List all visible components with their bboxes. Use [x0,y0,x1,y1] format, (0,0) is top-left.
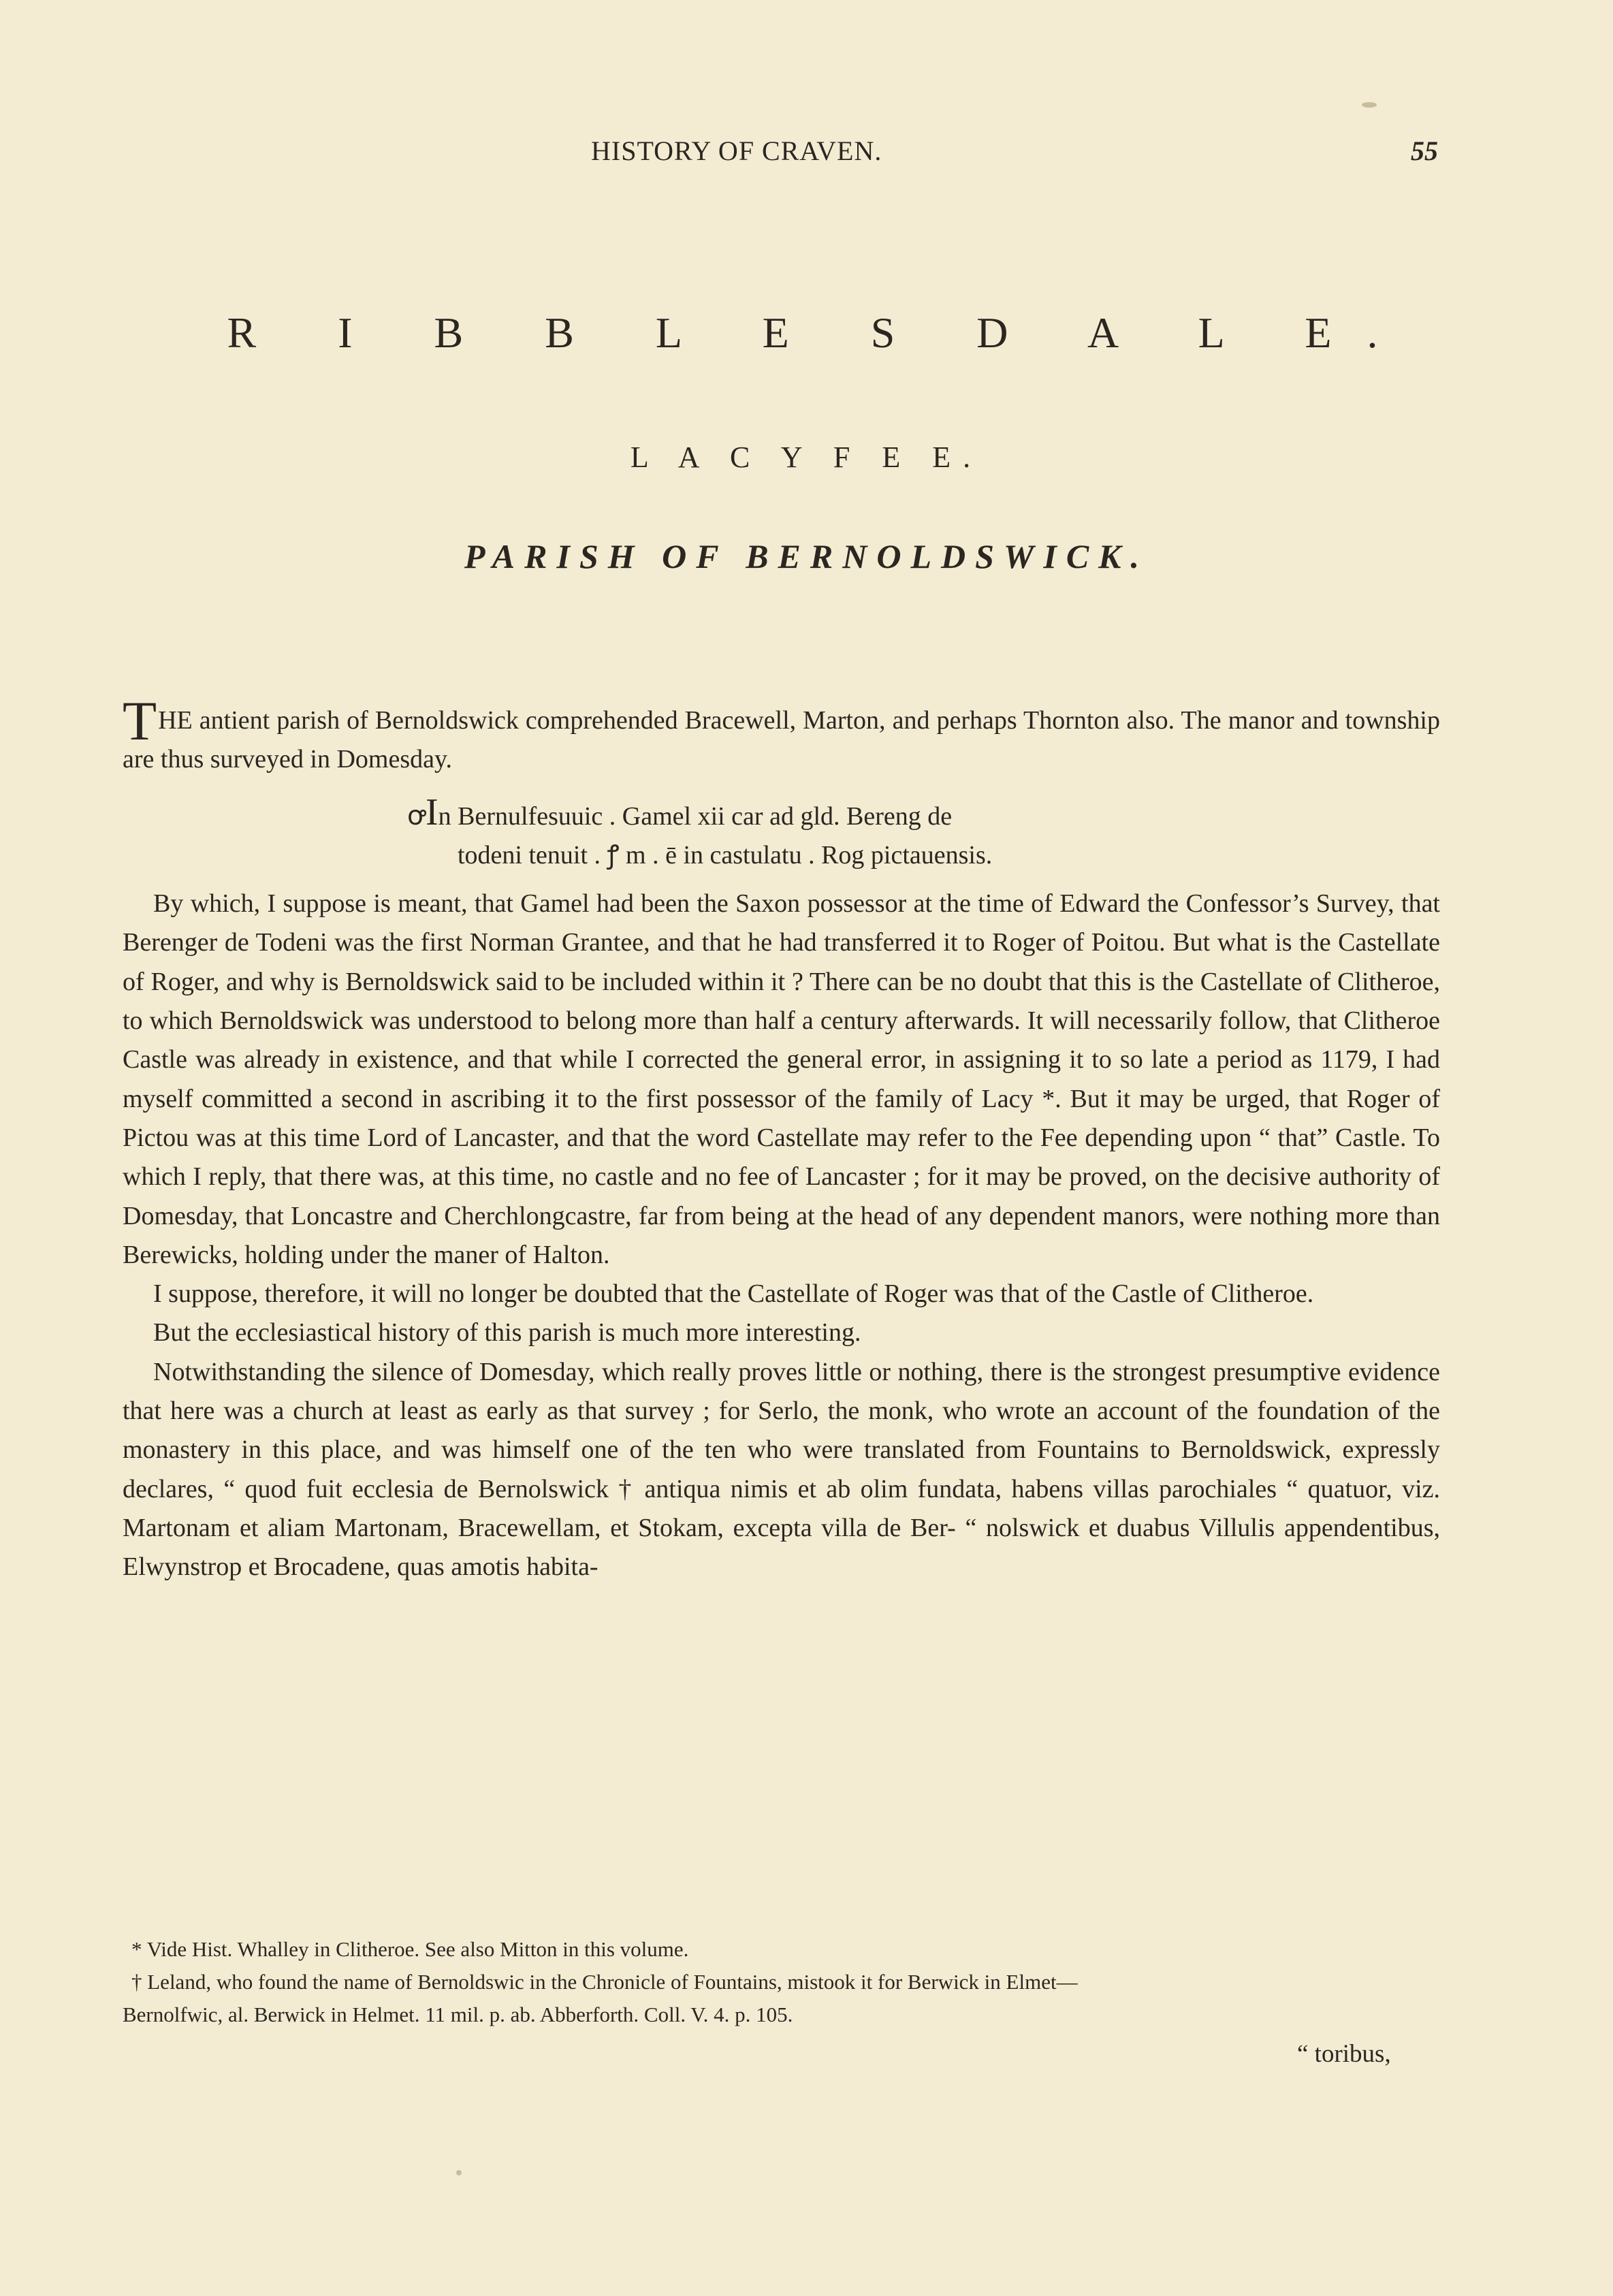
domesday-extract [123,793,1440,876]
running-head [0,135,1613,176]
parish-heading: PARISH OF BERNOLDSWICK. [464,537,1149,575]
domesday-text-1: n Bernulfesuuic . Gamel xii car ad gld. Bereng de [438,801,953,831]
domesday-line-2 [123,836,1440,875]
drop-cap: T [123,690,157,752]
catchword: “ toribus, [1297,2040,1391,2068]
paragraph-serlo: Notwithstanding the silence of Domesday, which really proves little or nothing, there is the strongest presumptive evidence that here was a church at least as early as that survey ; for Serlo, the monk, who wrote an account of the foundation of the monastery in this place, and was himself one of the ten who were translated from Fountains to Bernoldswick, expressly declares, “ quod fuit ecclesia de Bernolswick † antiqua nimis et ab olim fundata, habens villas parochiales “ quatuor, viz. Martonam et aliam Martonam, Bracewellam, et Stokam, excepta villa de Ber- “ nolswick et duabus Villulis appendentibus, Elwynstrop et Brocadene, quas amotis habita- [123,1357,1440,1582]
paragraph-ecclesiastical: But the ecclesiastical history of this parish is much more interesting. [153,1318,861,1348]
running-title: HISTORY OF CRAVEN. [591,135,882,166]
page-number: 55 [1411,135,1438,166]
section-title: R I B B L E S D A L E. [227,308,1414,357]
footnote-1: * Vide Hist. Whalley in Clitheroe. See also Mitton in this volume. [131,1937,689,1961]
paragraph-conclusion: I suppose, therefore, it will no longer be doubted that the Castellate of Roger was that of the Castle of Clitheroe. [153,1279,1314,1309]
footnotes [123,1933,1443,2031]
section-subtitle: L A C Y F E E. [630,441,983,474]
paragraph-castellate: By which, I suppose is meant, that Gamel had been the Saxon possessor at the time of Edward the Confessor’s Survey, that Berenger de Todeni was the first Norman Grantee, and that he had transferred it to Roger of Poitou. But what is the Castellate of Roger, and why is Bernoldswick said to be included within it ? There can be no doubt that this is the Castellate of Clitheroe, to which Bernoldswick was understood to belong more than half a century afterwards. It will necessarily follow, that Clitheroe Castle was already in existence, and that while I corrected the general error, in assigning it to so late a period as 1179, I had myself committed a second in ascribing it to the first possessor of the family of Lacy *. But it may be urged, that Roger of Pictou was at this time Lord of Lancaster, and that the word Castellate may refer to the Fee depending upon “ that” Castle. To which I reply, that there was, at this time, no castle and no fee of Lancaster ; for it may be proved, on the decisive authority of Domesday, that Loncastre and Cherchlongcastre, far from being at the head of any dependent manors, were nothing more than Berewicks, holding under the maner of Halton. [123,889,1440,1269]
footnote-2-line-1: † Leland, who found the name of Bernoldswic in the Chronicle of Fountains, mistook it for Berwick in Elmet— [131,1970,1078,1994]
ink-speck [456,2170,462,2175]
footnote-2-line-2: Bernolfwic, al. Berwick in Helmet. 11 mil. p. ab. Abberforth. Coll. V. 4. p. 105. [123,2003,793,2026]
domesday-mark: ꝍ [407,799,426,831]
domesday-line-1 [123,793,1440,836]
paragraph-intro-text: HE antient parish of Bernoldswick comprehended Bracewell, Marton, and perhaps Thornton also. The manor and township are thus surveyed in Domesday. [123,706,1440,774]
domesday-text-2: todeni tenuit . ꝭ m . ē in castulatu . Rog pictauensis. [458,840,993,870]
paragraph-intro [123,690,1440,780]
ink-mark [1362,102,1377,108]
body-text [123,690,1440,1587]
domesday-initial: I [425,791,438,833]
